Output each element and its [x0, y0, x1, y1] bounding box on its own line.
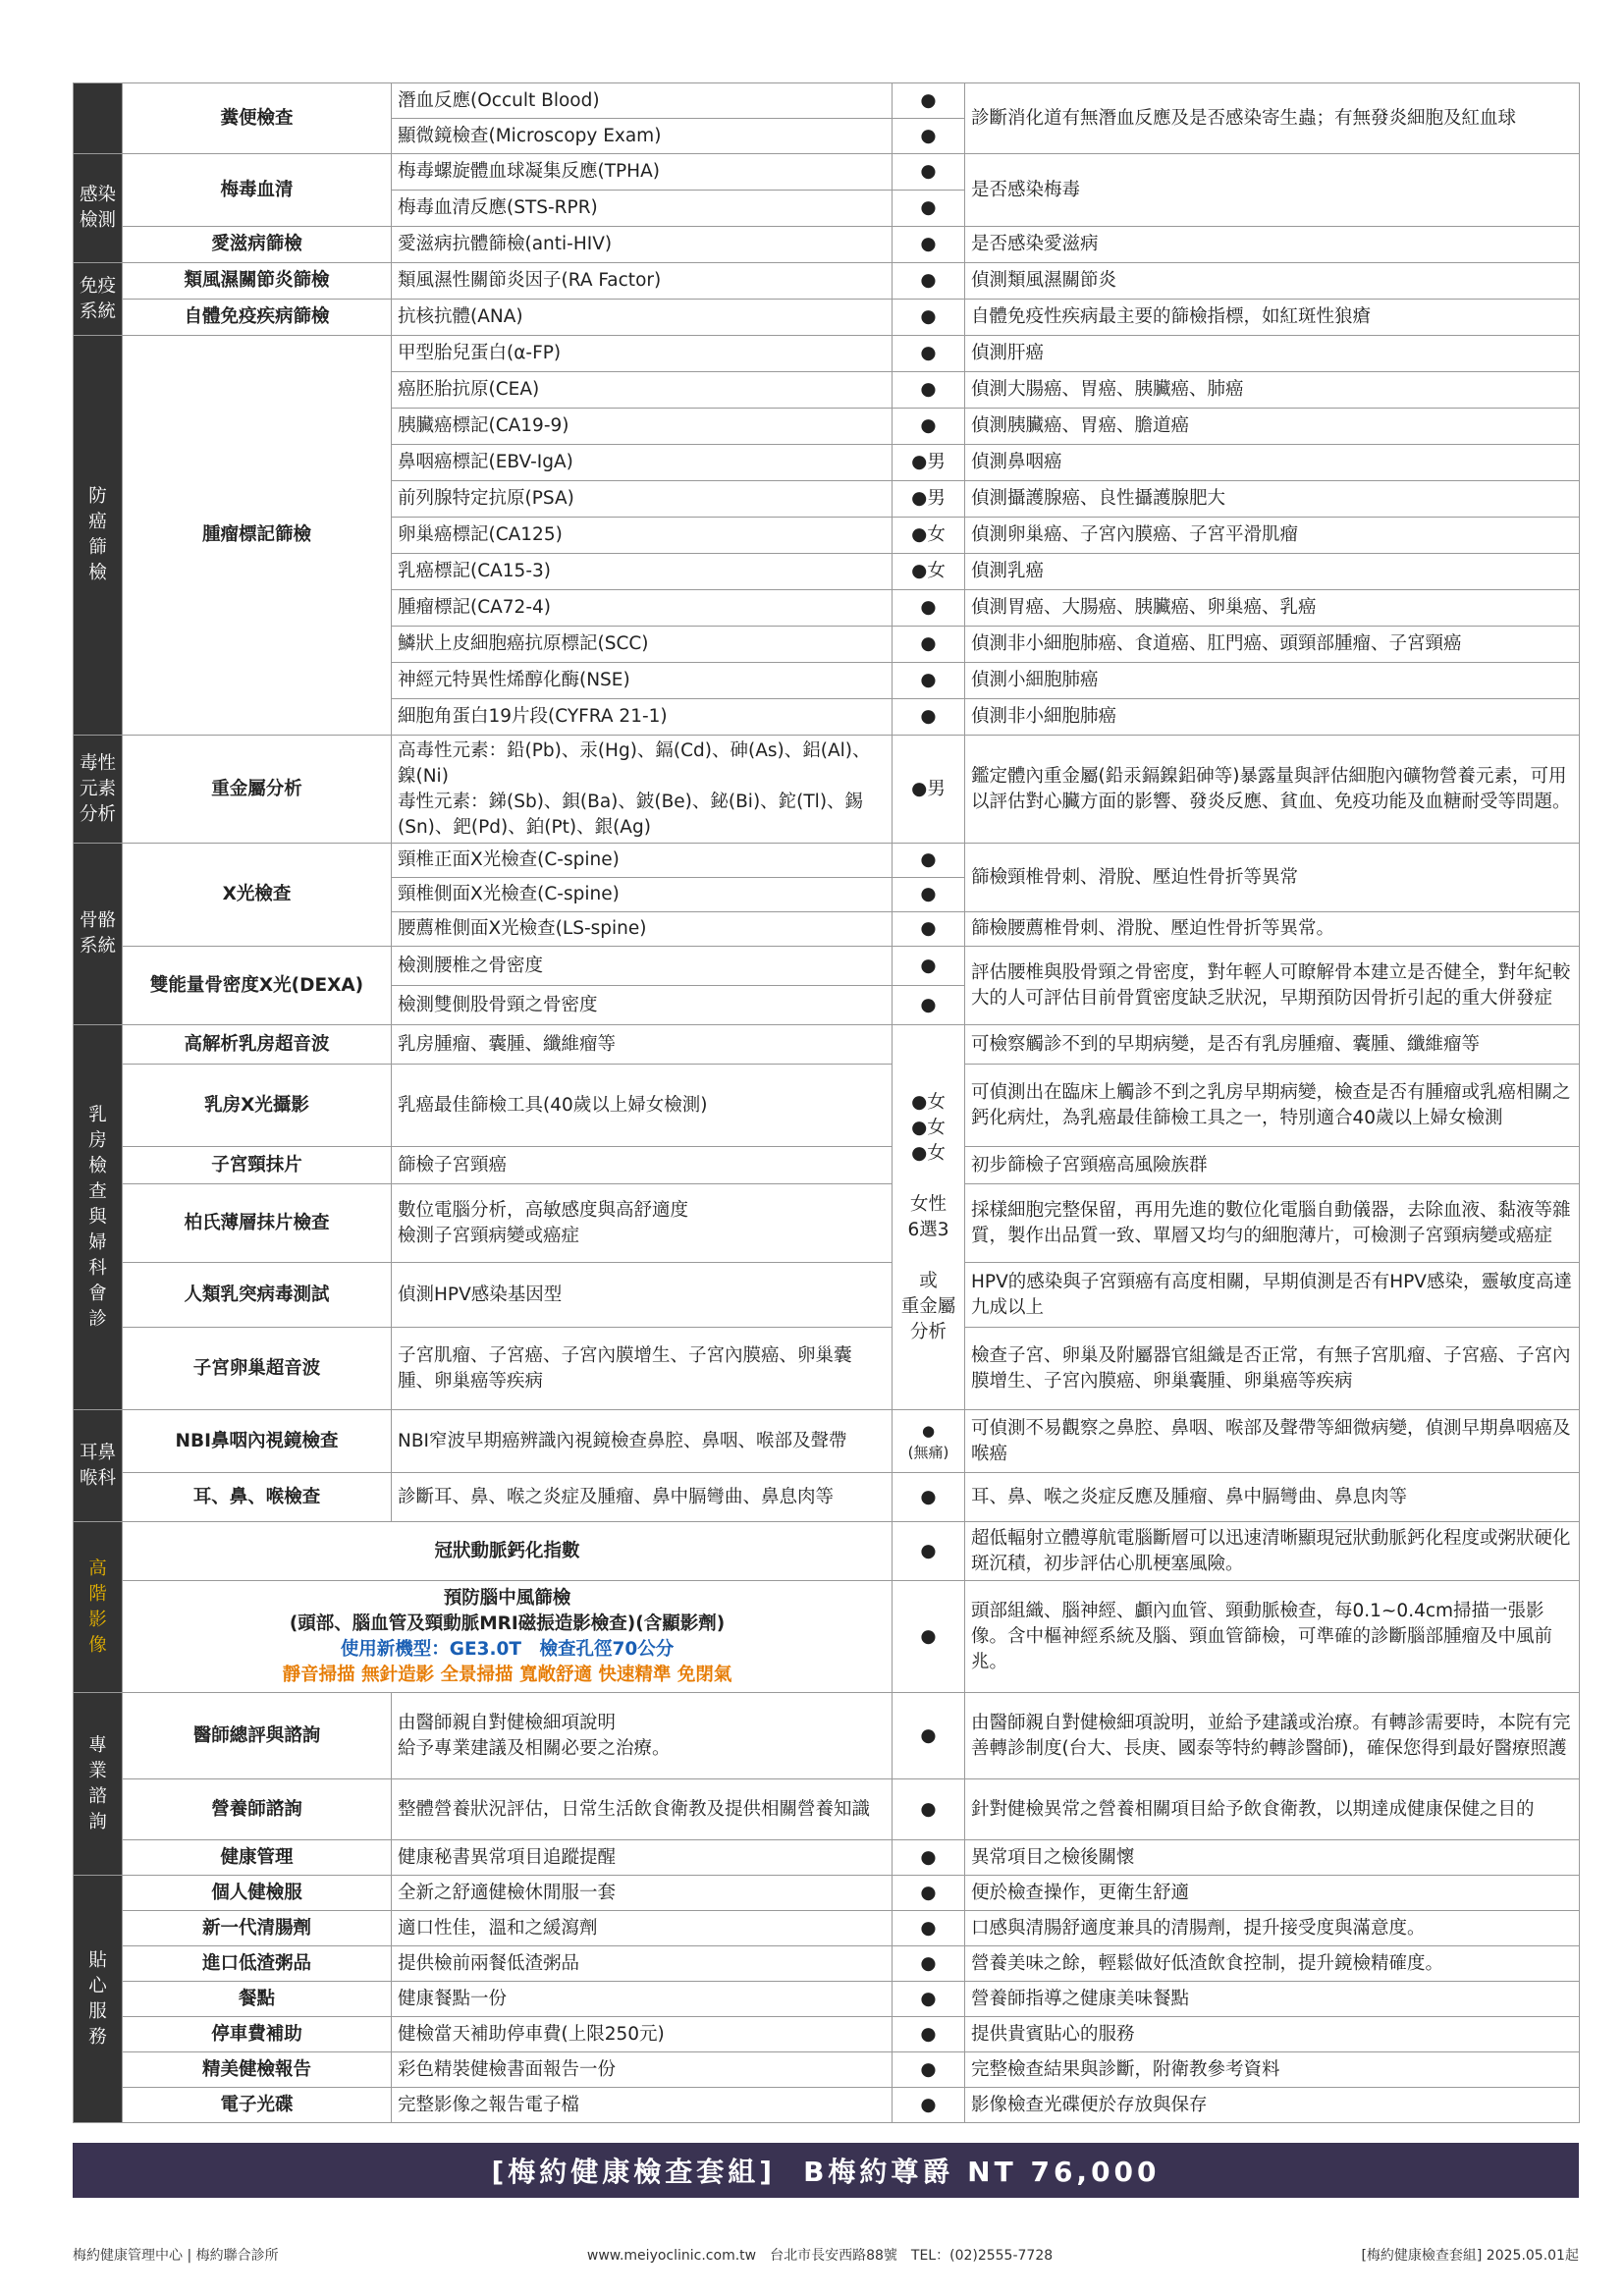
included-mark: ● — [893, 409, 965, 445]
included-mark: ● — [893, 1876, 965, 1911]
test-description: 偵測卵巢癌、子宮內膜癌、子宮平滑肌瘤 — [965, 518, 1580, 554]
test-name: X光檢查 — [123, 844, 392, 947]
table-row — [74, 1147, 1580, 1184]
included-mark: ● — [893, 2088, 965, 2123]
test-name: NBI鼻咽內視鏡檢查 — [123, 1410, 392, 1473]
test-name: 愛滋病篩檢 — [123, 227, 392, 263]
table-row — [74, 1876, 1580, 1911]
test-item: 腰薦椎側面X光檢查(LS-spine) — [392, 912, 893, 947]
table-row — [74, 2052, 1580, 2088]
test-item: 健康秘書異常項目追蹤提醒 — [392, 1840, 893, 1876]
included-mark: ● — [893, 372, 965, 409]
test-description: 評估腰椎與股骨頸之骨密度，對年輕人可瞭解骨本建立是否健全，對年紀較大的人可評估目前骨質密度缺乏狀況，早期預防因骨折引起的重大併發症 — [965, 947, 1580, 1025]
test-description: 偵測鼻咽癌 — [965, 445, 1580, 481]
test-item: 梅毒螺旋體血球凝集反應(TPHA) — [392, 154, 893, 191]
test-item: 鱗狀上皮細胞癌抗原標記(SCC) — [392, 627, 893, 663]
test-name: 進口低渣粥品 — [123, 1946, 392, 1982]
included-mark: ● — [893, 1473, 965, 1522]
test-item: 卵巢癌標記(CA125) — [392, 518, 893, 554]
included-mark: ● — [893, 336, 965, 372]
mri-title: 預防腦中風篩檢 — [443, 1587, 571, 1609]
table-row — [74, 154, 1580, 191]
test-description: 異常項目之檢後關懷 — [965, 1840, 1580, 1876]
test-item: 神經元特異性烯醇化酶(NSE) — [392, 663, 893, 699]
test-description: 偵測攝護腺癌、良性攝護腺肥大 — [965, 481, 1580, 518]
test-name: 餐點 — [123, 1982, 392, 2017]
test-name: 新一代清腸劑 — [123, 1911, 392, 1946]
table-row — [74, 947, 1580, 986]
table-row — [74, 1911, 1580, 1946]
table-row — [74, 2017, 1580, 2052]
included-mark: ●女 — [893, 518, 965, 554]
test-name: 雙能量骨密度X光(DEXA) — [123, 947, 392, 1025]
test-item: 潛血反應(Occult Blood) — [392, 83, 893, 119]
included-mark: ●男 — [893, 481, 965, 518]
test-item: 高毒性元素：鉛(Pb)、汞(Hg)、鎘(Cd)、砷(As)、鋁(Al)、鎳(Ni) 毒性元素：銻(Sb)、鋇(Ba)、鈹(Be)、鉍(Bi)、鉈(Tl)、錫(Sn)、鈀(Pd)、鉑(Pt)、銀(Ag) — [392, 736, 893, 844]
test-description: 耳、鼻、喉之炎症反應及腫瘤、鼻中膈彎曲、鼻息肉等 — [965, 1473, 1580, 1522]
test-name: 高解析乳房超音波 — [123, 1025, 392, 1065]
table-row — [74, 336, 1580, 372]
test-name: 重金屬分析 — [123, 736, 392, 844]
test-description: 鑑定體內重金屬(鉛汞鎘鎳鋁砷等)暴露量與評估細胞內礦物營養元素，可用以評估對心臟方面的影響、發炎反應、貧血、免疫功能及血糖耐受等問題。 — [965, 736, 1580, 844]
footer-org: 梅約健康管理中心 | 梅約聯合診所 — [73, 2248, 279, 2264]
included-mark: ● — [893, 83, 965, 119]
test-item: 梅毒血清反應(STS-RPR) — [392, 191, 893, 227]
package-table — [73, 82, 1580, 2123]
table-row — [74, 1693, 1580, 1779]
test-name: 子宮卵巢超音波 — [123, 1328, 392, 1410]
table-row — [74, 1065, 1580, 1147]
included-mark: ●男 — [893, 736, 965, 844]
test-description: 營養師指導之健康美味餐點 — [965, 1982, 1580, 2017]
test-name: 電子光碟 — [123, 2088, 392, 2123]
test-name: 健康管理 — [123, 1840, 392, 1876]
test-description: 可檢察觸診不到的早期病變，是否有乳房腫瘤、囊腫、纖維瘤等 — [965, 1025, 1580, 1065]
test-item: 頸椎正面X光檢查(C-spine) — [392, 844, 893, 878]
test-description: 便於檢查操作，更衛生舒適 — [965, 1876, 1580, 1911]
test-name: 醫師總評與諮詢 — [123, 1693, 392, 1779]
test-description: 偵測非小細胞肺癌 — [965, 699, 1580, 736]
included-mark: ● — [893, 1693, 965, 1779]
test-name: 類風濕關節炎篩檢 — [123, 263, 392, 300]
table-row — [74, 1581, 1580, 1693]
included-mark: ● — [893, 699, 965, 736]
category-bone: 骨骼 系統 — [74, 844, 123, 1025]
test-description: 可偵測出在臨床上觸診不到之乳房早期病變，檢查是否有腫瘤或乳癌相關之鈣化病灶，為乳癌最佳篩檢工具之一，特別適合40歲以上婦女檢測 — [965, 1065, 1580, 1147]
included-mark: ● — [893, 627, 965, 663]
test-description: 口感與清腸舒適度兼具的清腸劑，提升接受度與滿意度。 — [965, 1911, 1580, 1946]
test-item: 檢測雙側股骨頸之骨密度 — [392, 986, 893, 1025]
category-infection: 感染 檢測 — [74, 154, 123, 263]
table-row — [74, 1025, 1580, 1065]
included-mark: ● — [893, 227, 965, 263]
table-row — [74, 1263, 1580, 1328]
test-description: 偵測大腸癌、胃癌、胰臟癌、肺癌 — [965, 372, 1580, 409]
test-item: 鼻咽癌標記(EBV-IgA) — [392, 445, 893, 481]
table-row — [74, 1184, 1580, 1263]
included-mark: ●男 — [893, 445, 965, 481]
test-description: 可偵測不易觀察之鼻腔、鼻咽、喉部及聲帶等細微病變，偵測早期鼻咽癌及喉癌 — [965, 1410, 1580, 1473]
test-name: 乳房X光攝影 — [123, 1065, 392, 1147]
category-imaging: 高 階 影 像 — [74, 1522, 123, 1693]
included-mark: ● — [893, 1779, 965, 1840]
mri-cell — [123, 1581, 893, 1693]
mri-features: 靜音掃描 無針造影 全景掃描 寬敞舒適 快速精準 免閉氣 — [282, 1664, 732, 1685]
test-description: 針對健檢異常之營養相關項目給予飲食衛教，以期達成健康保健之目的 — [965, 1779, 1580, 1840]
test-description: 診斷消化道有無潛血反應及是否感染寄生蟲；有無發炎細胞及紅血球 — [965, 83, 1580, 154]
table-row — [74, 1982, 1580, 2017]
table-row — [74, 263, 1580, 300]
test-item: 癌胚胎抗原(CEA) — [392, 372, 893, 409]
test-description: 採樣細胞完整保留，再用先進的數位化電腦自動儀器，去除血液、黏液等雜質，製作出品質一致、單層又均勻的細胞薄片，可檢測子宮頸病變或癌症 — [965, 1184, 1580, 1263]
test-item: 胰臟癌標記(CA19-9) — [392, 409, 893, 445]
test-name: 梅毒血清 — [123, 154, 392, 227]
test-description: 偵測乳癌 — [965, 554, 1580, 590]
test-description: 偵測胰臟癌、胃癌、膽道癌 — [965, 409, 1580, 445]
test-description: 自體免疫性疾病最主要的篩檢指標，如紅斑性狼瘡 — [965, 300, 1580, 336]
test-description: 營養美味之餘，輕鬆做好低渣飲食控制，提升鏡檢精確度。 — [965, 1946, 1580, 1982]
test-description: 完整檢查結果與診斷，附衛教參考資料 — [965, 2052, 1580, 2088]
test-description: 偵測肝癌 — [965, 336, 1580, 372]
included-mark: ● — [893, 912, 965, 947]
category-toxic: 毒性 元素 分析 — [74, 736, 123, 844]
included-mark: ● — [893, 300, 965, 336]
test-name: 耳、鼻、喉檢查 — [123, 1473, 392, 1522]
included-mark: ● — [893, 154, 965, 191]
female-choice-mark: ●女 ●女 ●女 女性 6選3 或 重金屬 分析 — [893, 1025, 965, 1410]
package-title: [梅約健康檢查套組] — [491, 2156, 777, 2188]
included-mark: ● — [893, 1911, 965, 1946]
included-mark: ● — [893, 986, 965, 1025]
included-mark: ● — [893, 1840, 965, 1876]
included-mark: ● — [893, 2052, 965, 2088]
test-description: 是否感染愛滋病 — [965, 227, 1580, 263]
included-mark: ● — [893, 1946, 965, 1982]
category-service: 貼 心 服 務 — [74, 1876, 123, 2123]
table-row — [74, 844, 1580, 878]
test-description: 提供貴賓貼心的服務 — [965, 2017, 1580, 2052]
included-mark: ● — [893, 263, 965, 300]
test-description: 頭部組織、腦神經、顱內血管、頸動脈檢查，每0.1~0.4cm掃描一張影像。含中樞神經系統及腦、頸血管篩檢，可準確的診斷腦部腫瘤及中風前兆。 — [965, 1581, 1580, 1693]
included-mark: ● — [893, 1982, 965, 2017]
table-row — [74, 1473, 1580, 1522]
table-row — [74, 1328, 1580, 1410]
category-cancer: 防 癌 篩 檢 — [74, 336, 123, 736]
test-item: 診斷耳、鼻、喉之炎症及腫瘤、鼻中膈彎曲、鼻息肉等 — [392, 1473, 893, 1522]
package-price: B梅約尊爵 NT 76,000 — [803, 2156, 1161, 2188]
included-mark: ● — [893, 1581, 965, 1693]
included-mark: ● — [893, 663, 965, 699]
package-table-container — [73, 82, 1579, 2123]
test-name: 柏氏薄層抹片檢查 — [123, 1184, 392, 1263]
category-consult: 專 業 諮 詢 — [74, 1693, 123, 1876]
category-immune: 免疫 系統 — [74, 263, 123, 336]
test-item: 前列腺特定抗原(PSA) — [392, 481, 893, 518]
test-item: 數位電腦分析，高敏感度與高舒適度 檢測子宮頸病變或癌症 — [392, 1184, 893, 1263]
test-item: 子宮肌瘤、子宮癌、子宮內膜增生、子宮內膜癌、卵巢囊腫、卵巢癌等疾病 — [392, 1328, 893, 1410]
test-item: 全新之舒適健檢休閒服一套 — [392, 1876, 893, 1911]
table-row — [74, 1840, 1580, 1876]
test-item: 完整影像之報告電子檔 — [392, 2088, 893, 2123]
table-row — [74, 227, 1580, 263]
included-mark: ●女 — [893, 554, 965, 590]
test-item: 愛滋病抗體篩檢(anti-HIV) — [392, 227, 893, 263]
test-name: 自體免疫疾病篩檢 — [123, 300, 392, 336]
test-description: 由醫師親自對健檢細項說明，並給予建議或治療。有轉診需要時，本院有完善轉診制度(台大、長庚、國泰等特約轉診醫師)，確保您得到最好醫療照護 — [965, 1693, 1580, 1779]
test-item: 健康餐點一份 — [392, 1982, 893, 2017]
table-row — [74, 1779, 1580, 1840]
table-row — [74, 2088, 1580, 2123]
test-item: 健檢當天補助停車費(上限250元) — [392, 2017, 893, 2052]
test-item: 乳癌標記(CA15-3) — [392, 554, 893, 590]
test-item: 乳癌最佳篩檢工具(40歲以上婦女檢測) — [392, 1065, 893, 1147]
category-female: 乳 房 檢 查 與 婦 科 會 診 — [74, 1025, 123, 1410]
included-mark: ● (無痛) — [893, 1410, 965, 1473]
test-description: 初步篩檢子宮頸癌高風險族群 — [965, 1147, 1580, 1184]
test-item: 類風濕性關節炎因子(RA Factor) — [392, 263, 893, 300]
included-mark: ● — [893, 947, 965, 986]
test-description: 影像檢查光碟便於存放與保存 — [965, 2088, 1580, 2123]
test-item: 細胞角蛋白19片段(CYFRA 21-1) — [392, 699, 893, 736]
table-row — [74, 1946, 1580, 1982]
mri-machine: 使用新機型：GE3.0T 檢查孔徑70公分 — [340, 1638, 675, 1660]
test-name: 精美健檢報告 — [123, 2052, 392, 2088]
test-item: 偵測HPV感染基因型 — [392, 1263, 893, 1328]
test-name: 個人健檢服 — [123, 1876, 392, 1911]
test-item: 由醫師親自對健檢細項說明 給予專業建議及相關必要之治療。 — [392, 1693, 893, 1779]
test-name: 停車費補助 — [123, 2017, 392, 2052]
test-name: 營養師諮詢 — [123, 1779, 392, 1840]
test-item: 篩檢子宮頸癌 — [392, 1147, 893, 1184]
test-item: 抗核抗體(ANA) — [392, 300, 893, 336]
test-description: 篩檢頸椎骨刺、滑脫、壓迫性骨折等異常 — [965, 844, 1580, 912]
table-row — [74, 300, 1580, 336]
test-description: 偵測非小細胞肺癌、食道癌、肛門癌、頭頸部腫瘤、子宮頸癌 — [965, 627, 1580, 663]
test-item: 頸椎側面X光檢查(C-spine) — [392, 878, 893, 912]
test-item: 整體營養狀況評估，日常生活飲食衛教及提供相關營養知識 — [392, 1779, 893, 1840]
table-row — [74, 1522, 1580, 1581]
test-item: 甲型胎兒蛋白(α-FP) — [392, 336, 893, 372]
test-item: 彩色精裝健檢書面報告一份 — [392, 2052, 893, 2088]
test-item: 提供檢前兩餐低渣粥品 — [392, 1946, 893, 1982]
test-item: 腫瘤標記(CA72-4) — [392, 590, 893, 627]
included-mark: ● — [893, 844, 965, 878]
included-mark: ● — [893, 2017, 965, 2052]
test-description: 偵測胃癌、大腸癌、胰臟癌、卵巢癌、乳癌 — [965, 590, 1580, 627]
table-row — [74, 736, 1580, 844]
table-row — [74, 1410, 1580, 1473]
included-mark: ● — [893, 878, 965, 912]
test-name: 糞便檢查 — [123, 83, 392, 154]
test-description: 偵測小細胞肺癌 — [965, 663, 1580, 699]
table-row — [74, 83, 1580, 119]
footer-contact: www.meiyoclinic.com.tw 台北市長安西路88號 TEL：(02)2555-7728 — [586, 2248, 1054, 2264]
test-name: 人類乳突病毒測試 — [123, 1263, 392, 1328]
test-item: 檢測腰椎之骨密度 — [392, 947, 893, 986]
test-description: 檢查子宮、卵巢及附屬器官組織是否正常，有無子宮肌瘤、子宮癌、子宮內膜增生、子宮內膜癌、卵巢囊腫、卵巢癌等疾病 — [965, 1328, 1580, 1410]
test-name: 冠狀動脈鈣化指數 — [123, 1522, 893, 1581]
test-description: 偵測類風濕關節炎 — [965, 263, 1580, 300]
included-mark: ● — [893, 1522, 965, 1581]
included-mark: ● — [893, 191, 965, 227]
test-name: 腫瘤標記篩檢 — [123, 336, 392, 736]
included-mark: ● — [893, 590, 965, 627]
package-price-banner — [73, 2143, 1579, 2198]
test-description: HPV的感染與子宮頸癌有高度相關，早期偵測是否有HPV感染，靈敏度高達九成以上 — [965, 1263, 1580, 1328]
included-mark: ● — [893, 119, 965, 154]
category-blank — [74, 83, 123, 154]
page-footer — [73, 2245, 1579, 2265]
test-name: 子宮頸抹片 — [123, 1147, 392, 1184]
test-item: 乳房腫瘤、囊腫、纖維瘤等 — [392, 1025, 893, 1065]
test-description: 超低輻射立體導航電腦斷層可以迅速清晰顯現冠狀動脈鈣化程度或粥狀硬化斑沉積，初步評估心肌梗塞風險。 — [965, 1522, 1580, 1581]
test-description: 篩檢腰薦椎骨刺、滑脫、壓迫性骨折等異常。 — [965, 912, 1580, 947]
footer-edition: [梅約健康檢查套組] 2025.05.01起 — [1361, 2248, 1579, 2264]
test-item: 適口性佳，溫和之緩瀉劑 — [392, 1911, 893, 1946]
category-ent: 耳鼻 喉科 — [74, 1410, 123, 1522]
test-item: NBI窄波早期癌辨識內視鏡檢查鼻腔、鼻咽、喉部及聲帶 — [392, 1410, 893, 1473]
test-item: 顯微鏡檢查(Microscopy Exam) — [392, 119, 893, 154]
test-description: 是否感染梅毒 — [965, 154, 1580, 227]
mri-subtitle: (頭部、腦血管及頸動脈MRI磁振造影檢查)(含顯影劑) — [289, 1613, 726, 1634]
